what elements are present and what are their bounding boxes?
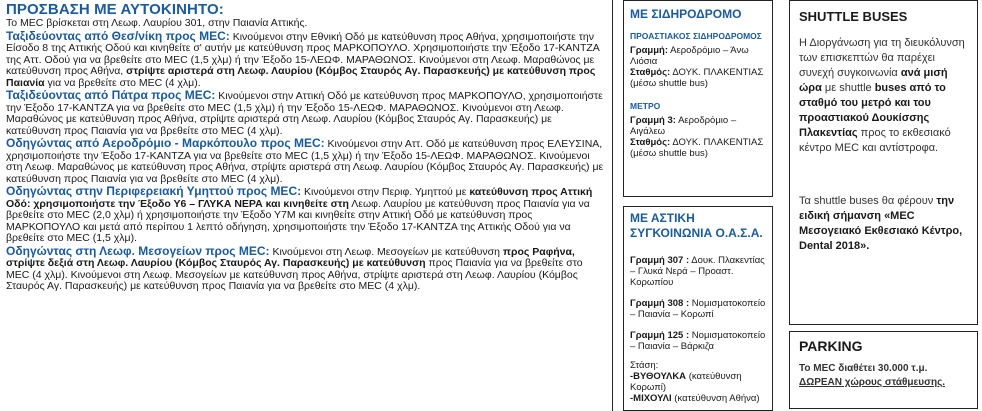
parking-title: PARKING [799,338,863,354]
stop-name: -ΜΙΧΟΥΛΙ [630,393,672,404]
bus-route-125 [630,330,766,352]
route-bold-text: στρίψτε αριστερά στη Λεωφ. Λαυρίου (Κόμβος Σταυρός Αγ. Παρασκευής) με κατεύθυνση προς Παιανία [6,65,596,89]
line-text: Αεροδρόμιο – Άνω Λιόσια [630,45,749,67]
route-label: Γραμμή 307 : [630,255,690,266]
car-access-column [0,0,612,293]
route-text: Δουκ. Πλακεντίας – Γλυκά Νερά – Προαστ. Κορωπίου [630,255,765,288]
shuttle-text: προς το εκθεσιακό κέντρο ΜΕC και αντίστροφα. [799,127,951,154]
route-section-thessaloniki [6,30,606,90]
parking-line-2: ΔΩΡΕΑΝ χώρους στάθμευσης. [799,377,946,388]
route-bold-text: κατεύθυνση προς Αττική Οδό: χρησιμοποιήστε την Έξοδο Υ6 – ΓΛΥΚΑ ΝΕΡΑ και κινηθείτε στη [6,186,593,210]
route-label: Γραμμή 125 : [630,330,690,341]
metro-line [630,115,766,137]
route-heading: Οδηγώντας στην Περιφερειακή Υμηττού προς ΜΕC: [6,184,302,198]
car-access-title: ΠΡΟΣΒΑΣΗ ΜΕ ΑΥΤΟΚΙΝΗΤΟ: [6,1,224,18]
station-text: ΔΟΥΚ. ΠΛΑΚΕΝΤΙΑΣ (μέσω shuttle bus) [630,137,764,159]
route-text: Κινούμενοι στην Εθνική Οδό με κατεύθυνση προς Αθήνα, χρησιμοποιήστε την Είσοδο 8 της Αττικής Οδού και κινηθείτε σ' αυτήν με κατεύθυνση προς ΜΑΡΚΟΠΟΥΛΟ. Χρησιμοποιήστε την Έξοδο 17-ΚΑΝΤΖΑ της Αττ. Οδού για να βρεθείτε στο ΜΕC (1,5 χλμ) ή την Έξοδο 15-ΛΕΩΦ. ΜΑΡΑΘΩΝΟΣ. Κινούμενοι στη Λεωφ. Μαραθώνος με κατεύθυνση προς Αθήνα, [6,30,600,77]
route-section-ymittos [6,185,606,245]
shuttle-box [789,0,978,325]
shuttle-bold-text: την ειδική σήμανση «ΜΕC Μεσογειακό Εκθεσιακό Κέντρο, Dental 2018». [799,195,963,252]
shuttle-bold-text: buses από το σταθμό του μετρό και του προαστιακού Δουκίσσης Πλακεντίας [799,82,946,139]
station-text: ΔΟΥΚ. ΠΛΑΚΕΝΤΙΑΣ (μέσω shuttle bus) [630,67,764,89]
city-bus-title: ΜΕ ΑΣΤΙΚΗ ΣΥΓΚΟΙΝΩΝΙΑ Ο.Α.Σ.Α. [630,211,763,240]
shuttle-paragraph-1 [799,36,968,156]
route-tail-text: προς Παιανία για να βρεθείτε στο ΜΕC (4 χλμ). Κινούμενοι στη Λεωφ. Μεσογείων με κατεύθυνση προς Αθήνα, στρίψτε αριστερά στη Λεωφ. Λαυρίου (Κόμβος Σταυρός Αγ. Παρασκευής) με κατεύθυνση προς Παιανία για να βρεθείτε στο ΜΕC (4 χλμ). [6,257,583,292]
shuttle-parking-column [789,0,978,409]
bus-stop-1 [630,371,766,393]
route-text: Κινούμενοι στην Αττική Οδό με κατεύθυνση προς ΜΑΡΚΟΠΟΥΛΟ, χρησιμοποιήστε την Έξοδο 17-ΚΑΝΤΖΑ για να βρεθείτε στο ΜΕC (1,5 χλμ) ή την Έξοδο 15-ΛΕΩΦ. ΜΑΡΑΘΩΝΟΣ. Κινούμενοι στη Λεωφ. Μαραθώνος με κατεύθυνση προς Αθήνα, στρίψτε αριστερά στη Λεωφ. Λαυρίου (Κόμβος Σταυρός Αγ. Παρασκευής) με κατεύθυνση προς Παιανία για να βρεθείτε στο ΜΕC (4 χλμ). [6,90,603,137]
stop-note: (κατεύθυνση Κορωπί) [630,371,742,393]
suburban-rail-subtitle: ΠΡΟΑΣΤΙΑΚΟΣ ΣΙΔΗΡΟΔΡΟΜΟΣ [630,31,762,41]
suburban-rail-line [630,45,766,67]
parking-box [789,331,978,409]
bus-stop-label: Στάση: [630,360,659,371]
line-label: Γραμμή 3: [630,115,676,126]
shuttle-title: SHUTTLE BUSES [799,9,908,24]
line-label: Γραμμή: [630,45,669,56]
bus-route-308 [630,298,766,320]
metro-station [630,137,766,159]
stop-name: -ΒΥΘΟΥΛΚΑ [630,371,687,382]
shuttle-paragraph-2 [799,194,968,254]
city-bus-box [623,206,773,411]
route-heading: Οδηγώντας στη Λεωφ. Μεσογείων προς ΜΕC: [6,243,270,258]
route-tail-text: για να βρεθείτε στο ΜΕC (4 χλμ). [47,76,201,89]
route-text: Κινούμενοι στην Αττ. Οδό με κατεύθυνση προς ΕΛΕΥΣΙΝΑ, χρησιμοποιήστε την Έξοδο 17-ΚΑΝΤΖΑ για να βρεθείτε στο ΜΕC (1,5 χλμ) ή την Έξοδο 15-ΛΕΩΦ. ΜΑΡΑΘΩΝΟΣ. Κινούμενοι στη Λεωφ. Μαραθώνος με κατεύθυνση προς Αθήνα, στρίψτε αριστερά στη Λεωφ. Λαυρίου (Κόμβος Σταυρός Αγ. Παρασκευής) με κατεύθυνση προς Παιανία για να βρεθείτε στο ΜΕC (4 χλμ). [6,138,604,185]
stop-note: (κατεύθυνση Αθήνα) [674,393,760,404]
shuttle-text: Τα shuttle buses θα φέρουν [799,195,934,207]
route-heading: Οδηγώντας από Αεροδρόμιο - Μαρκόπουλο προς ΜΕC: [6,136,325,150]
route-tail-text: Λεωφ. Λαυρίου με κατεύθυνση προς Παιανία για να βρεθείτε στο ΜΕC (2,0 χλμ) ή χρησιμοποιήστε την Έξοδο Υ7Μ και κινηθείτε στην Αττική Οδό με κατεύθυνση προς ΜΑΡΚΟΠΟΥΛΟ και μετά από περίπου 1 λεπτό οδήγηση, χρησιμοποιήστε την Έξοδο 17-ΚΑΝΤΖΑ της Αττικής Οδού για να βρεθείτε στο ΜΕC (1,5 χλμ). [6,197,590,244]
route-section-mesogeion [6,245,606,293]
transit-column [617,0,779,411]
route-heading: Ταξιδεύοντας από Θεσ/νίκη προς ΜΕC: [6,28,230,43]
metro-subtitle: ΜΕΤΡΟ [630,101,661,111]
route-text: Κινούμενοι στη Λεωφ. Μεσογείων με κατεύθυνση [272,245,500,258]
suburban-rail-station [630,67,766,89]
route-bold-text: προς Ραφήνα, στρίψτε δεξιά στη Λεωφ. Λαυρίου (Κόμβος Σταυρός Αγ. Παρασκευής) με κατεύθυνση [6,245,575,269]
car-access-intro: Το ΜΕC βρίσκεται στη Λεωφ. Λαυρίου 301, στην Παιανία Αττικής. [6,17,308,29]
route-text: Κινούμενοι στην Περιφ. Υμηττού με [304,186,467,198]
route-text: Νομισματοκοπείο – Παιανία – Βάρκιζα [630,330,766,352]
shuttle-text: Η Διοργάνωση για τη διευκόλυνση των επισκεπτών θα παρέχει συνεχή συγκοινωνία [799,37,965,79]
shuttle-bold-text: ανά μισή ώρα [799,67,948,94]
rail-title: ΜΕ ΣΙΔΗΡΟΔΡΟΜΟ [630,7,742,21]
station-label: Σταθμός: [630,137,671,148]
shuttle-text: με shuttle [824,82,872,94]
column-divider [612,0,613,411]
rail-box [623,0,773,197]
bus-stop-2 [630,393,766,404]
line-text: Αεροδρόμιο – Αιγάλεω [630,115,737,137]
route-section-airport [6,137,606,185]
bus-route-307 [630,255,766,288]
route-section-patra [6,89,606,137]
route-label: Γραμμή 308 : [630,298,690,309]
route-text: Νομισματοκοπείο – Παιανία – Κορωπί [630,298,766,320]
route-heading: Ταξιδεύοντας από Πάτρα προς ΜΕC: [6,88,216,102]
station-label: Σταθμός: [630,67,671,78]
parking-line-1: Το ΜΕC διαθέτει 30.000 τ.μ. [799,363,928,374]
